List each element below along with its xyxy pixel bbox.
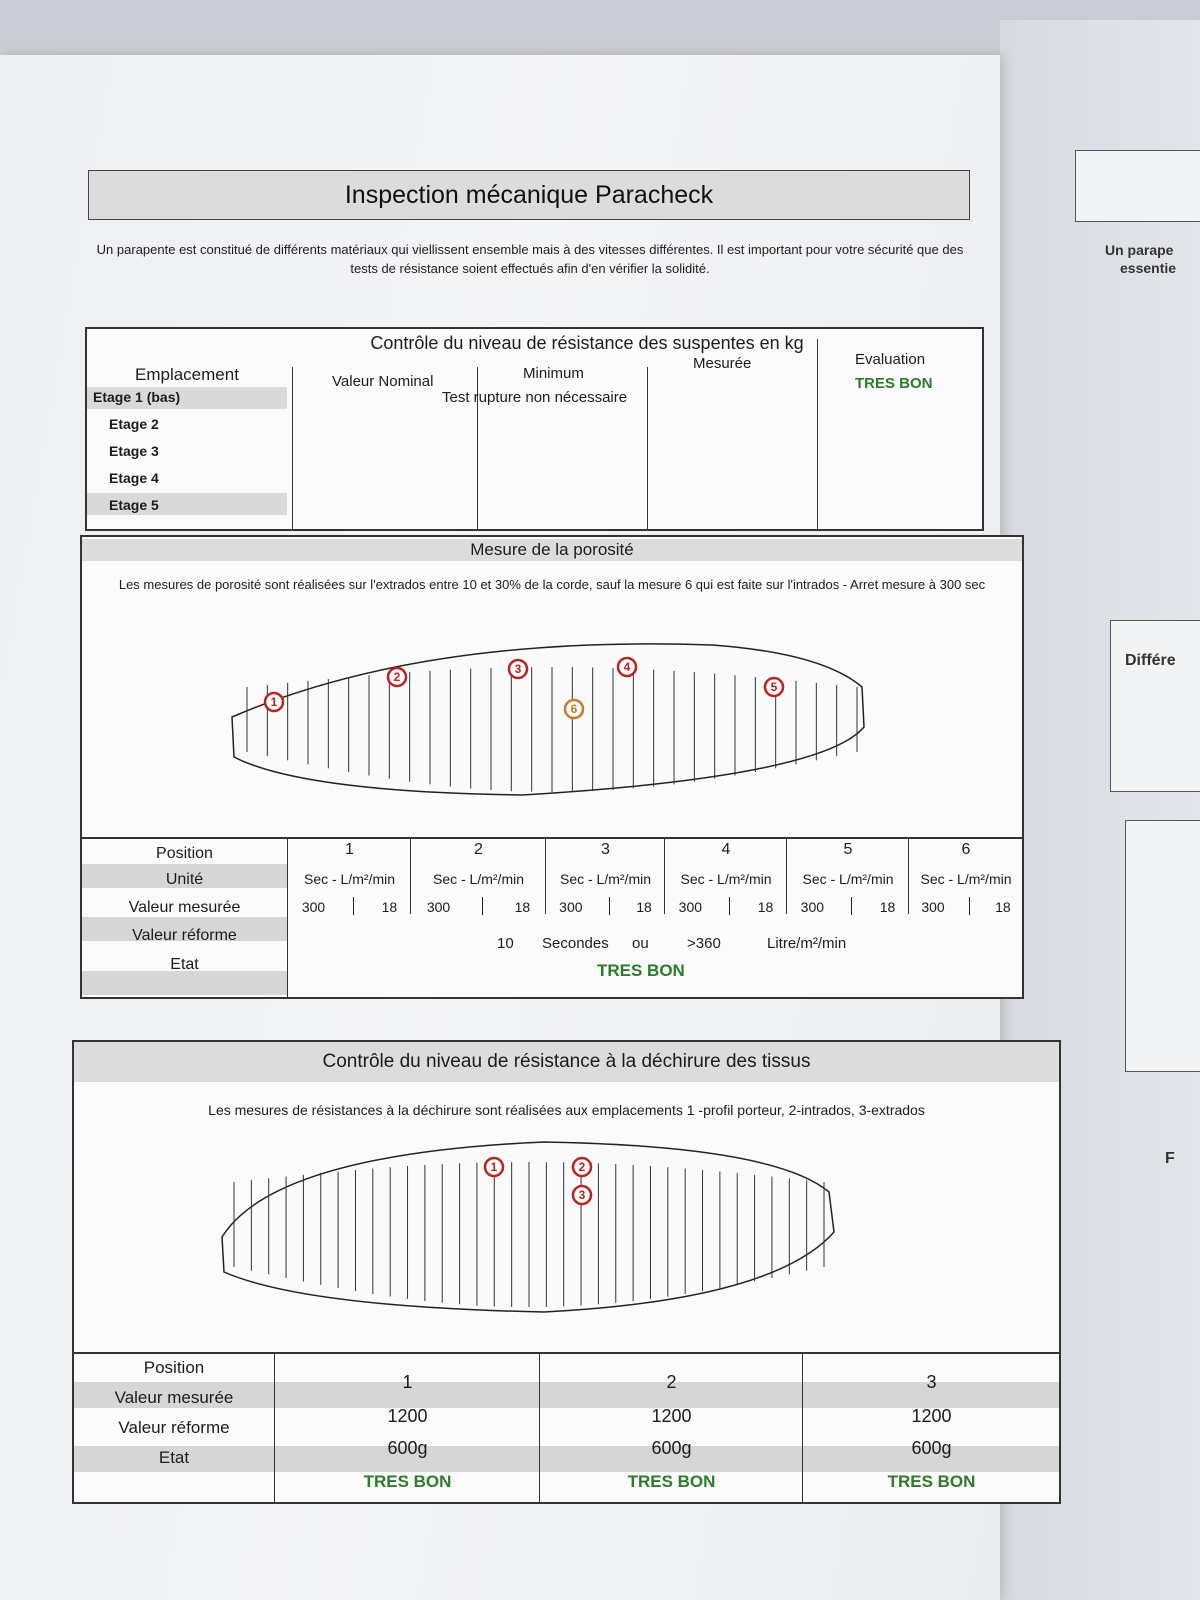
tear-title: Contrôle du niveau de résistance à la déchirure des tissus (74, 1042, 1059, 1082)
porosity-section (80, 535, 1024, 999)
position-values (411, 899, 546, 915)
porosity-col-3 (545, 839, 665, 914)
position-number: 4 (721, 841, 731, 858)
reform-unit-flow: Litre/m²/min (767, 935, 847, 952)
position-number: 3 (601, 841, 610, 858)
value-flow: 18 (757, 899, 774, 915)
intro-text: Un parapente est constitué de différents matériaux qui viellissent ensemble mais à des vitesses différentes. Il est important pour votre sécurité que des tests de résistance soient effectués afin d'en vérifier la solidité. (96, 242, 964, 276)
value-flow: 18 (381, 899, 398, 915)
value-measured: 1200 (651, 1406, 692, 1426)
porosity-col-6 (908, 839, 1023, 914)
col-emplacement: Emplacement (135, 365, 239, 384)
tear-description: Les mesures de résistances à la déchirure sont réalisées aux emplacements 1 -profil porteur, 2-intrados, 3-extrados (208, 1102, 925, 1118)
svg-text:3: 3 (514, 662, 522, 676)
value-measured: 1200 (911, 1406, 952, 1426)
svg-text:5: 5 (770, 680, 778, 694)
position-unit: Sec - L/m²/min (680, 871, 772, 887)
col-nominal: Valeur Nominal (332, 373, 434, 390)
value-seconds: 300 (301, 899, 326, 915)
col-divider (817, 339, 818, 529)
porosity-title: Mesure de la porosité (82, 539, 1022, 561)
wing-diagram-porosity (122, 617, 982, 817)
svg-text:2: 2 (578, 1160, 586, 1174)
reform-unit-seconds: Secondes (542, 935, 609, 952)
tear-col-2 (539, 1354, 803, 1504)
position-number: 6 (961, 841, 971, 858)
value-etat: TRES BON (363, 1472, 452, 1491)
value-reform: 600g (651, 1438, 692, 1458)
value-seconds: 300 (559, 899, 583, 915)
position-unit: Sec - L/m²/min (303, 871, 395, 887)
label-etat: Etat (170, 956, 199, 973)
col-evaluation: Evaluation (855, 351, 926, 368)
value-reform: 600g (911, 1438, 952, 1458)
value-divider (729, 897, 730, 915)
label-unite: Unité (165, 871, 204, 888)
reform-or: ou (632, 935, 649, 952)
value-divider (851, 897, 852, 915)
row-etage-2: Etage 2 (109, 416, 159, 432)
value-divider (482, 897, 483, 915)
svg-text:3: 3 (578, 1188, 586, 1202)
col-minimum: Minimum (523, 365, 584, 382)
reform-value: 10 (497, 935, 514, 952)
porosity-marker-2 (388, 668, 406, 686)
next-page-title-strip (1075, 150, 1200, 222)
lines-section (85, 327, 984, 531)
porosity-marker-5 (765, 678, 783, 696)
value-measured: 1200 (387, 1406, 428, 1426)
value-flow: 18 (879, 899, 896, 915)
label-valeur-reforme: Valeur réforme (132, 927, 237, 944)
row-etage-1: Etage 1 (bas) (93, 389, 181, 405)
position-number: 1 (345, 841, 354, 858)
position-unit: Sec - L/m²/min (432, 871, 524, 887)
position-number: 2 (474, 841, 483, 858)
label-position: Position (156, 845, 213, 862)
value-flow: 18 (636, 899, 652, 915)
next-page-text-2: essentie (1120, 260, 1177, 276)
page-title: Inspection mécanique Paracheck (88, 170, 970, 220)
porosity-row-labels (82, 839, 287, 999)
col-divider (647, 367, 648, 529)
position-unit: Sec - L/m²/min (920, 871, 1012, 887)
svg-text:4: 4 (623, 660, 631, 674)
porosity-marker-1 (265, 693, 283, 711)
col-divider (292, 367, 293, 529)
value-flow: 18 (514, 899, 531, 915)
evaluation-value: TRES BON (855, 375, 933, 392)
porosity-description: Les mesures de porosité sont réalisées sur l'extrados entre 10 et 30% de la corde, sauf la mesure 6 qui est faite sur l'intrados - Arret mesure à 300 sec (118, 577, 986, 592)
row-etage-5: Etage 5 (109, 497, 159, 513)
porosity-col-1 (287, 839, 411, 914)
wing-diagram-tear (214, 1132, 934, 1342)
porosity-table (82, 837, 1022, 999)
value-flow: 18 (995, 899, 1011, 915)
tear-marker-2 (573, 1158, 591, 1176)
position-number: 2 (666, 1372, 677, 1392)
next-page-text-1: Un parape (1105, 242, 1174, 258)
position-number: 3 (926, 1372, 937, 1392)
position-values (787, 899, 909, 915)
position-unit: Sec - L/m²/min (802, 871, 894, 887)
position-values (288, 899, 411, 915)
row-etage-3: Etage 3 (109, 443, 159, 459)
lines-section-title: Contrôle du niveau de résistance des suspentes en kg (370, 333, 804, 353)
tear-marker-3 (573, 1186, 591, 1204)
svg-text:1: 1 (490, 1160, 498, 1174)
value-seconds: 300 (921, 899, 945, 915)
svg-text:6: 6 (570, 702, 578, 716)
porosity-etat: TRES BON (597, 961, 685, 980)
label-valeur-mesuree: Valeur mesurée (128, 899, 241, 916)
label-valeur-mesuree: Valeur mesurée (114, 1388, 234, 1407)
value-divider (609, 897, 610, 915)
label-valeur-reforme: Valeur réforme (118, 1418, 230, 1437)
position-number: 5 (843, 841, 853, 858)
position-values (665, 899, 787, 915)
porosity-marker-3 (509, 660, 527, 678)
porosity-col-5 (786, 839, 909, 914)
lines-note: Test rupture non nécessaire (442, 389, 628, 406)
porosity-marker-6 (565, 700, 583, 718)
value-reform: 600g (387, 1438, 428, 1458)
wing-outline (222, 1142, 834, 1312)
wing-outline (232, 644, 864, 795)
tear-col-3 (802, 1354, 1060, 1504)
svg-text:2: 2 (393, 670, 401, 684)
next-page-box (1110, 620, 1200, 792)
tear-section (72, 1040, 1061, 1504)
row-etage-4: Etage 4 (109, 470, 159, 486)
value-divider (353, 897, 354, 915)
label-etat: Etat (158, 1448, 190, 1467)
label-position: Position (143, 1358, 205, 1377)
tear-table (74, 1352, 1059, 1504)
position-number: 1 (402, 1372, 413, 1392)
svg-text:1: 1 (270, 695, 278, 709)
reform-value-2: >360 (687, 935, 721, 952)
value-seconds: 300 (800, 899, 825, 915)
position-unit: Sec - L/m²/min (559, 871, 651, 887)
tear-col-1 (274, 1354, 540, 1504)
value-seconds: 300 (678, 899, 703, 915)
next-page-box-2 (1125, 820, 1200, 1072)
value-seconds: 300 (426, 899, 451, 915)
position-values (546, 899, 665, 915)
porosity-marker-4 (618, 658, 636, 676)
porosity-col-2 (410, 839, 546, 914)
value-etat: TRES BON (627, 1472, 716, 1491)
next-page-label: Différe (1125, 652, 1176, 669)
value-divider (969, 897, 970, 915)
tear-marker-1 (485, 1158, 503, 1176)
position-values (909, 899, 1023, 915)
value-etat: TRES BON (887, 1472, 976, 1491)
porosity-col-4 (664, 839, 787, 914)
col-mesuree: Mesurée (693, 355, 752, 372)
next-page-letter: F (1165, 1150, 1175, 1167)
